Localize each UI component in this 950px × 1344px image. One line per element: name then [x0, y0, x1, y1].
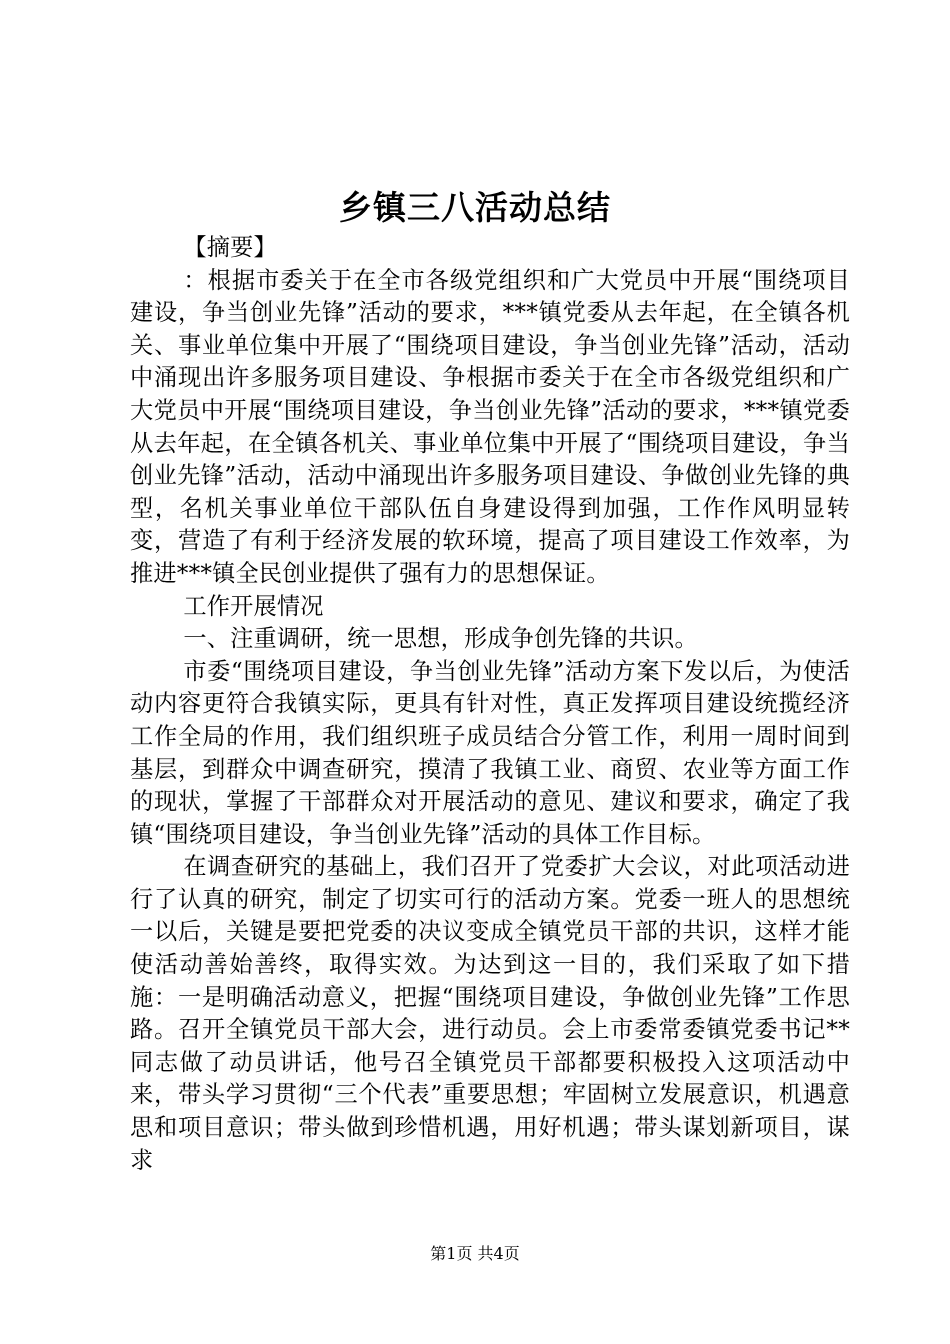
subsection-heading: 一、注重调研，统一思想，形成争创先锋的共识。	[183, 625, 698, 653]
document-body	[130, 232, 850, 1177]
section-heading: 工作开展情况	[183, 592, 324, 620]
page-number-footer: 第1页 共4页	[430, 1244, 520, 1263]
body-paragraph: 市委“围绕项目建设，争当创业先锋”活动方案下发以后，为使活动内容更符合我镇实际，更具有针对性，真正发挥项目建设统揽经济工作全局的作用，我们组织班子成员结合分管工作，利用一周时间到基层，到群众中调查研究，摸清了我镇工业、商贸、农业等方面工作的现状，掌握了干部群众对开展活动的意见、建议和要求，确定了我镇“围绕项目建设，争当创业先锋”活动的具体工作目标。	[130, 657, 850, 848]
body-paragraph: 在调查研究的基础上，我们召开了党委扩大会议，对此项活动进行了认真的研究，制定了切实可行的活动方案。党委一班人的思想统一以后，关键是要把党委的决议变成全镇党员干部的共识，这样才能使活动善始善终，取得实效。为达到这一目的，我们采取了如下措施：一是明确活动意义，把握“围绕项目建设，争做创业先锋”工作思路。召开全镇党员干部大会，进行动员。会上市委常委镇党委书记**同志做了动员讲话，他号召全镇党员干部都要积极投入这项活动中来，带头学习贯彻“三个代表”重要思想；牢固树立发展意识，机遇意思和项目意识；带头做到珍惜机遇，用好机遇；带头谋划新项目，谋求	[130, 853, 850, 1174]
document-title: 乡镇三八活动总结	[339, 188, 611, 227]
abstract-paragraph: ：根据市委关于在全市各级党组织和广大党员中开展“围绕项目建设，争当创业先锋”活动的要求，***镇党委从去年起，在全镇各机关、事业单位集中开展了“围绕项目建设，争当创业先锋”活动，活动中涌现出许多服务项目建设、争根据市委关于在全市各级党组织和广大党员中开展“围绕项目建设，争当创业先锋”活动的要求，***镇党委从去年起，在全镇各机关、事业单位集中开展了“围绕项目建设，争当创业先锋”活动，活动中涌现出许多服务项目建设、争做创业先锋的典型，名机关事业单位干部队伍自身建设得到加强，工作作风明显转变，营造了有利于经济发展的软环境，提高了项目建设工作效率，为推进***镇全民创业提供了强有力的思想保证。	[130, 266, 850, 587]
abstract-label: 【摘要】	[183, 234, 277, 261]
